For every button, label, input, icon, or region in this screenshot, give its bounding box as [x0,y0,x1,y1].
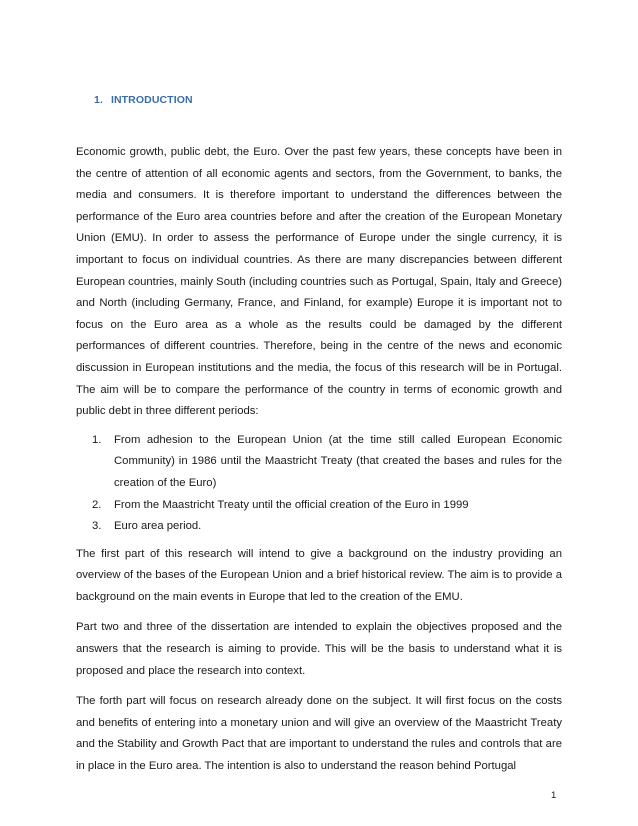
list-item-number: 3. [92,520,102,533]
list-item-text: Euro area period. [114,520,202,533]
periods-list [76,430,562,538]
list-item-number: 2. [92,498,102,511]
paragraph-parts-two-three: Part two and three of the dissertation are intended to explain the objectives proposed and the answers that the research is aiming to provide. This will be the basis to understand what it is proposed and place the research into context. [76,621,562,677]
list-item [76,495,562,517]
body-text [76,142,562,778]
section-heading [94,94,193,106]
page-number: 1 [551,790,557,801]
paragraph-intro: Economic growth, public debt, the Euro. Over the past few years, these concepts have been in the centre of attention of all economic agents and sectors, from the Government, to banks, the media and consumers. It is therefore important to understand the differences between the performance of the Euro area countries before and after the creation of the European Monetary Union (EMU). In order to assess the performance of Europe under the single currency, it is important to focus on individual countries. As there are many discrepancies between different European countries, mainly South (including countries such as Portugal, Spain, Italy and Greece) and North (including Germany, France, and Finland, for example) Europe it is important not to focus on the Euro area as a whole as the results could be damaged by the different performances of different countries. Therefore, being in the centre of the news and economic discussion in European institutions and the media, the focus of this research will be in Portugal. The aim will be to compare the performance of the country in terms of economic growth and public debt in three different periods: [76,146,562,418]
list-item-text: From the Maastricht Treaty until the official creation of the Euro in 1999 [114,498,469,511]
paragraph-part-one: The first part of this research will intend to give a background on the industry providing an overview of the bases of the European Union and a brief historical review. The aim is to provide a background on the main events in Europe that led to the creation of the EMU. [76,547,562,603]
list-item-number: 1. [92,433,102,446]
list-item-text: From adhesion to the European Union (at the time still called European Economic Community) in 1986 until the Maastricht Treaty (that created the bases and rules for the creation of the Euro) [114,433,562,489]
paragraph-part-four: The forth part will focus on research already done on the subject. It will first focus on the costs and benefits of entering into a monetary union and will give an overview of the Maastricht Treaty and the Stability and Growth Pact that are important to understand the rules and controls that are in place in the Euro area. The intention is also to understand the reason behind Portugal [76,695,562,773]
list-item [76,516,562,538]
section-title: INTRODUCTION [110,94,193,106]
section-number: 1. [94,94,103,106]
list-item [76,430,562,495]
